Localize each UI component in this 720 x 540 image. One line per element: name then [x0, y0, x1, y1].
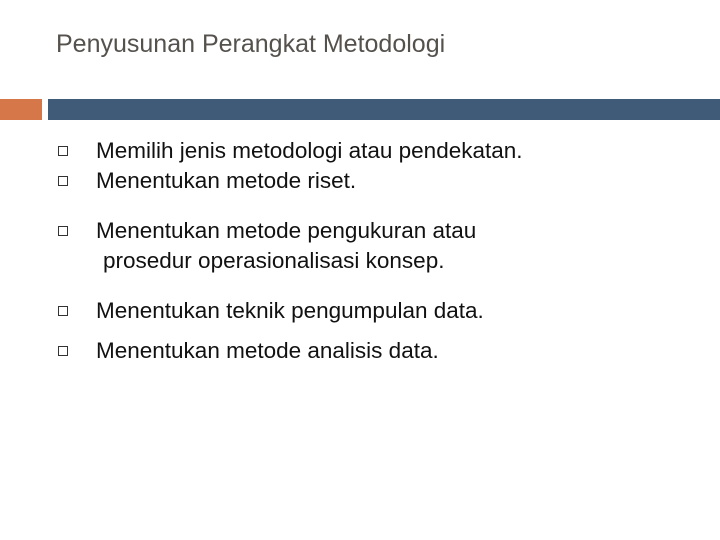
slide-title: Penyusunan Perangkat Metodologi [56, 30, 446, 58]
bullet-text-line: Menentukan metode pengukuran atau [96, 218, 477, 243]
bullet-text [96, 216, 476, 276]
bullet-text-continuation: prosedur operasionalisasi konsep. [103, 248, 445, 273]
square-bullet-icon [58, 226, 68, 236]
bullet-text: Menentukan metode riset. [96, 168, 357, 193]
square-bullet-icon [58, 146, 68, 156]
bullet-text: Menentukan metode analisis data. [96, 338, 439, 363]
bullet-text: Menentukan teknik pengumpulan data. [96, 298, 484, 323]
square-bullet-icon [58, 306, 68, 316]
bullet-text: Memilih jenis metodologi atau pendekatan. [96, 138, 523, 163]
square-bullet-icon [58, 176, 68, 186]
square-bullet-icon [58, 346, 68, 356]
